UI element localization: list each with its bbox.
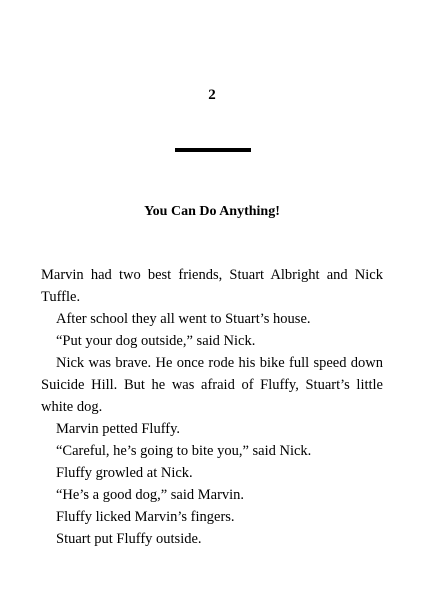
paragraph: Fluffy licked Marvin’s fingers. <box>56 509 235 525</box>
paragraph: “Careful, he’s going to bite you,” said Nick. <box>56 443 312 459</box>
paragraph: “Put your dog outside,” said Nick. <box>56 333 256 349</box>
paragraph: Marvin had two best friends, Stuart Albright and Nick Tuffle. <box>41 267 383 305</box>
chapter-body <box>41 264 383 550</box>
chapter-divider-rule <box>175 148 251 152</box>
chapter-number: 2 <box>208 87 216 103</box>
paragraph: Stuart put Fluffy outside. <box>56 531 202 547</box>
chapter-title: You Can Do Anything! <box>144 204 280 219</box>
paragraph: Marvin petted Fluffy. <box>56 421 181 437</box>
paragraph: Nick was brave. He once rode his bike full speed down Suicide Hill. But he was afraid of Fluffy, Stuart’s little white dog. <box>41 355 383 415</box>
paragraph: “He’s a good dog,” said Marvin. <box>56 487 245 503</box>
paragraph: Fluffy growled at Nick. <box>56 465 193 481</box>
paragraph: After school they all went to Stuart’s house. <box>56 311 311 327</box>
